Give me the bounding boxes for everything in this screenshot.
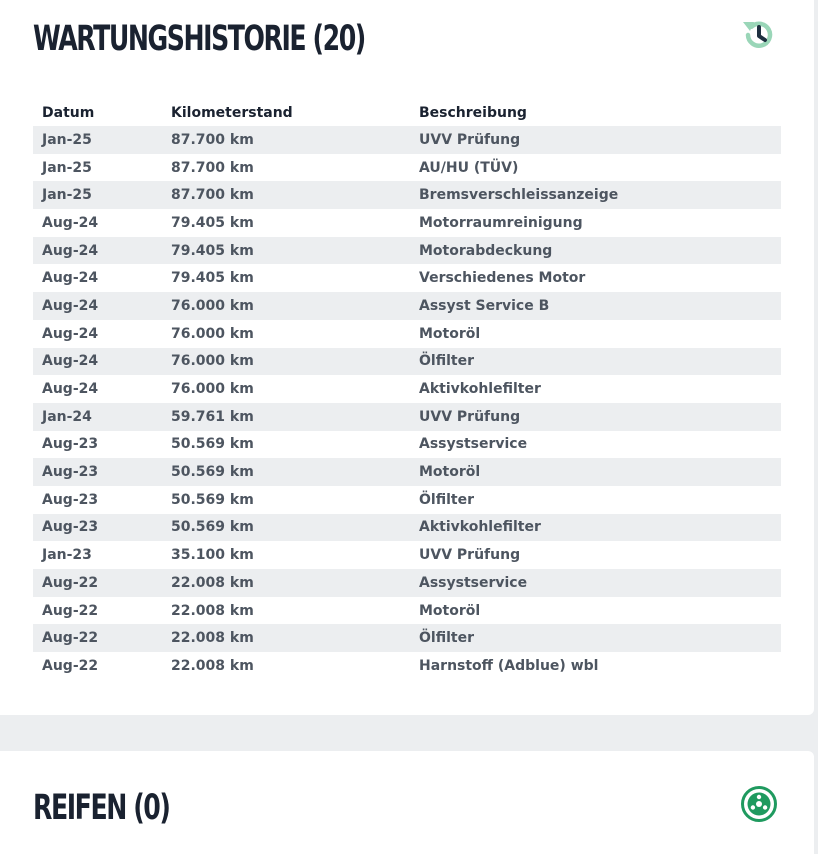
cell-mileage: 50.569 km [162, 514, 410, 542]
column-header-description: Beschreibung [419, 104, 527, 121]
table-row [33, 597, 781, 625]
cell-mileage: 22.008 km [171, 657, 254, 674]
tires-card [0, 751, 814, 854]
cell-description: AU/HU (TÜV) [419, 159, 519, 176]
table-row [33, 431, 781, 459]
table-row [33, 458, 781, 486]
table-row [33, 181, 781, 209]
cell-description: Ölfilter [419, 491, 474, 508]
table-row [33, 514, 781, 542]
table-row [33, 569, 781, 597]
cell-mileage: 76.000 km [162, 348, 410, 376]
cell-mileage: 50.569 km [171, 491, 254, 508]
cell-description: Verschiedenes Motor [419, 270, 586, 287]
cell-description: Assystservice [419, 436, 528, 453]
cell-date: Aug-22 [33, 569, 162, 597]
cell-mileage: 35.100 km [171, 547, 254, 564]
cell-description: Motorraumreinigung [419, 214, 583, 231]
cell-date: Jan-25 [42, 159, 92, 176]
cell-date: Jan-25 [33, 126, 162, 154]
cell-description: UVV Prüfung [419, 547, 521, 564]
cell-mileage: 22.008 km [171, 602, 254, 619]
table-row [33, 652, 781, 680]
cell-description: Aktivkohlefilter [419, 381, 541, 398]
cell-description: Bremsverschleissanzeige [410, 181, 781, 209]
cell-description: Motoröl [410, 458, 781, 486]
cell-mileage: 59.761 km [162, 403, 410, 431]
table-row [33, 264, 781, 292]
maintenance-history-title: WARTUNGSHISTORIE (20) [33, 19, 365, 59]
cell-description: Motoröl [419, 602, 481, 619]
cell-date: Aug-24 [42, 270, 99, 287]
table-row [33, 154, 781, 182]
cell-date: Aug-22 [42, 657, 99, 674]
cell-mileage: 50.569 km [162, 458, 410, 486]
cell-date: Jan-23 [42, 547, 92, 564]
cell-mileage: 76.000 km [162, 292, 410, 320]
maintenance-history-table [33, 99, 781, 680]
cell-description: Assystservice [410, 569, 781, 597]
table-header-row [33, 99, 781, 126]
cell-description: UVV Prüfung [410, 403, 781, 431]
cell-mileage: 87.700 km [162, 181, 410, 209]
table-row [33, 486, 781, 514]
cell-date: Aug-24 [42, 325, 99, 342]
cell-mileage: 76.000 km [171, 325, 254, 342]
table-row [33, 126, 781, 154]
cell-mileage: 79.405 km [171, 270, 254, 287]
table-row [33, 624, 781, 652]
table-row [33, 403, 781, 431]
table-row [33, 209, 781, 237]
cell-mileage: 79.405 km [162, 237, 410, 265]
cell-date: Aug-24 [42, 381, 99, 398]
cell-date: Aug-22 [42, 602, 99, 619]
cell-date: Aug-24 [33, 237, 162, 265]
history-icon [740, 16, 778, 54]
cell-date: Aug-24 [33, 292, 162, 320]
cell-date: Aug-22 [33, 624, 162, 652]
table-row [33, 375, 781, 403]
cell-date: Aug-24 [33, 348, 162, 376]
cell-description: UVV Prüfung [410, 126, 781, 154]
wheel-icon [740, 785, 778, 823]
cell-date: Aug-23 [42, 436, 99, 453]
cell-description: Assyst Service B [410, 292, 781, 320]
cell-description: Harnstoff (Adblue) wbl [419, 657, 599, 674]
table-row [33, 541, 781, 569]
cell-date: Aug-23 [42, 491, 99, 508]
cell-mileage: 87.700 km [171, 159, 254, 176]
table-row [33, 320, 781, 348]
cell-date: Jan-24 [33, 403, 162, 431]
cell-description: Aktivkohlefilter [410, 514, 781, 542]
column-header-date: Datum [42, 104, 95, 121]
cell-mileage: 79.405 km [171, 214, 254, 231]
cell-date: Aug-23 [33, 514, 162, 542]
cell-description: Motoröl [419, 325, 481, 342]
cell-mileage: 87.700 km [162, 126, 410, 154]
cell-description: Ölfilter [410, 624, 781, 652]
cell-mileage: 50.569 km [171, 436, 254, 453]
table-row [33, 348, 781, 376]
cell-mileage: 22.008 km [162, 624, 410, 652]
cell-date: Aug-24 [42, 214, 99, 231]
cell-date: Jan-25 [33, 181, 162, 209]
column-header-mileage: Kilometerstand [171, 104, 293, 121]
table-row [33, 237, 781, 265]
cell-description: Ölfilter [410, 348, 781, 376]
table-row [33, 292, 781, 320]
cell-mileage: 22.008 km [162, 569, 410, 597]
tires-title: REIFEN (0) [33, 788, 170, 828]
cell-description: Motorabdeckung [410, 237, 781, 265]
table-body [33, 126, 781, 680]
cell-date: Aug-23 [33, 458, 162, 486]
cell-mileage: 76.000 km [171, 381, 254, 398]
